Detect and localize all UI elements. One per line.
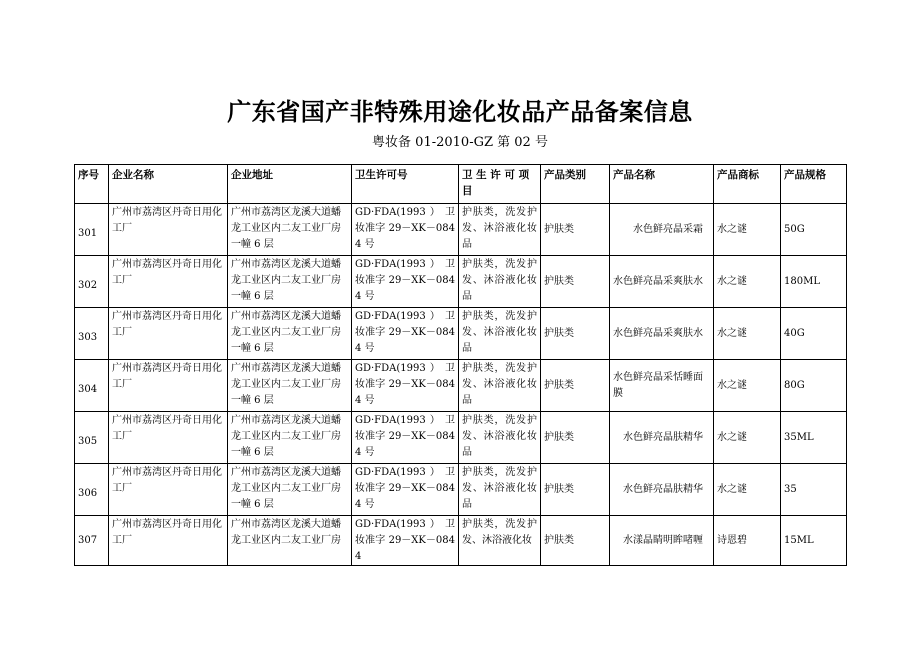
license-text: GD·FDA(1993 ） 卫 妆准字 29－XK－0844 号 — [355, 363, 455, 406]
header-scope: 卫 生 许 可 项 目 — [459, 165, 541, 204]
cell-company: 广州市荔湾区丹奇日用化工厂 — [109, 204, 228, 256]
cell-license — [352, 204, 459, 256]
cell-seq: 302 — [75, 256, 109, 308]
cell-seq: 307 — [75, 516, 109, 566]
product-name: 水色鲜亮晶采恬睡面膜 — [613, 371, 703, 399]
license-text: GD·FDA(1993 ） 卫 妆准字 29－XK－0844 号 — [355, 207, 455, 250]
license-text: GD·FDA(1993 ） 卫 妆准字 29－XK－0844 号 — [355, 311, 455, 354]
cell-address: 广州市荔湾区龙溪大道蟠龙工业区内二友工业厂房一幢 6 层 — [228, 204, 352, 256]
cell-scope: 护肤类，洗发护发、沐浴液化妆品 — [459, 412, 541, 464]
product-name: 水色鲜亮晶采爽肤水 — [613, 327, 703, 339]
cell-company: 广州市荔湾区丹奇日用化工厂 — [109, 412, 228, 464]
cell-brand: 水之谜 — [714, 204, 781, 256]
cell-license — [352, 464, 459, 516]
cell-brand: 水之谜 — [714, 256, 781, 308]
cell-spec: 180ML — [781, 256, 847, 308]
header-spec: 产品规格 — [781, 165, 847, 204]
product-name: 水色鲜亮晶采爽肤水 — [613, 275, 703, 287]
cell-product — [610, 360, 714, 412]
header-address: 企业地址 — [228, 165, 352, 204]
table-row — [75, 412, 847, 464]
cell-product — [610, 308, 714, 360]
cell-category: 护肤类 — [541, 360, 610, 412]
cell-category: 护肤类 — [541, 412, 610, 464]
document-title: 广东省国产非特殊用途化妆品产品备案信息 — [227, 98, 693, 126]
header-brand: 产品商标 — [714, 165, 781, 204]
license-text: GD·FDA(1993 ） 卫 妆准字 29－XK－0844 号 — [355, 467, 455, 510]
license-text: GD·FDA(1993 ） 卫 妆准字 29－XK－0844 — [355, 519, 455, 562]
cell-brand: 水之谜 — [714, 412, 781, 464]
record-table — [74, 164, 847, 566]
header-license: 卫生许可号 — [352, 165, 459, 204]
product-name: 水色鲜亮晶肤精华 — [623, 431, 703, 443]
cell-company: 广州市荔湾区丹奇日用化工厂 — [109, 464, 228, 516]
cell-spec: 35 — [781, 464, 847, 516]
cell-scope: 护肤类，洗发护发、沐浴液化妆品 — [459, 256, 541, 308]
cell-spec: 50G — [781, 204, 847, 256]
cell-company: 广州市荔湾区丹奇日用化工厂 — [109, 360, 228, 412]
license-text: GD·FDA(1993 ） 卫 妆准字 29－XK－0844 号 — [355, 415, 455, 458]
cell-spec: 15ML — [781, 516, 847, 566]
cell-license — [352, 516, 459, 566]
cell-address: 广州市荔湾区龙溪大道蟠龙工业区内二友工业厂房 — [228, 516, 352, 566]
header-product: 产品名称 — [610, 165, 714, 204]
cell-company: 广州市荔湾区丹奇日用化工厂 — [109, 516, 228, 566]
cell-scope: 护肤类，洗发护发、沐浴液化妆品 — [459, 204, 541, 256]
cell-category: 护肤类 — [541, 308, 610, 360]
cell-brand: 诗恩碧 — [714, 516, 781, 566]
table-row — [75, 204, 847, 256]
cell-spec: 40G — [781, 308, 847, 360]
cell-license — [352, 308, 459, 360]
cell-category: 护肤类 — [541, 464, 610, 516]
cell-address: 广州市荔湾区龙溪大道蟠龙工业区内二友工业厂房一幢 6 层 — [228, 256, 352, 308]
cell-address: 广州市荔湾区龙溪大道蟠龙工业区内二友工业厂房一幢 6 层 — [228, 412, 352, 464]
table-row — [75, 516, 847, 566]
cell-spec: 35ML — [781, 412, 847, 464]
cell-seq: 306 — [75, 464, 109, 516]
cell-scope: 护肤类，洗发护发、沐浴液化妆品 — [459, 464, 541, 516]
header-company: 企业名称 — [109, 165, 228, 204]
cell-spec: 80G — [781, 360, 847, 412]
cell-seq: 305 — [75, 412, 109, 464]
cell-category: 护肤类 — [541, 516, 610, 566]
cell-brand: 水之谜 — [714, 360, 781, 412]
cell-address: 广州市荔湾区龙溪大道蟠龙工业区内二友工业厂房一幢 6 层 — [228, 360, 352, 412]
cell-product — [610, 412, 714, 464]
table-row — [75, 360, 847, 412]
table-row — [75, 308, 847, 360]
cell-product — [610, 204, 714, 256]
cell-address: 广州市荔湾区龙溪大道蟠龙工业区内二友工业厂房一幢 6 层 — [228, 308, 352, 360]
product-name: 水色鲜亮晶肤精华 — [623, 483, 703, 495]
cell-company: 广州市荔湾区丹奇日用化工厂 — [109, 308, 228, 360]
cell-product — [610, 516, 714, 566]
cell-product — [610, 256, 714, 308]
cell-license — [352, 412, 459, 464]
cell-category: 护肤类 — [541, 256, 610, 308]
cell-scope: 护肤类，洗发护发、沐浴液化妆品 — [459, 360, 541, 412]
cell-brand: 水之谜 — [714, 464, 781, 516]
cell-scope: 护肤类，洗发护发、沐浴液化妆品 — [459, 308, 541, 360]
cell-seq: 301 — [75, 204, 109, 256]
header-category: 产品类别 — [541, 165, 610, 204]
cell-seq: 304 — [75, 360, 109, 412]
cell-license — [352, 256, 459, 308]
cell-category: 护肤类 — [541, 204, 610, 256]
cell-address: 广州市荔湾区龙溪大道蟠龙工业区内二友工业厂房一幢 6 层 — [228, 464, 352, 516]
table-header-row — [75, 165, 847, 204]
header-seq: 序号 — [75, 165, 109, 204]
document-subtitle: 粤妆备 01-2010-GZ 第 02 号 — [372, 135, 548, 150]
cell-scope: 护肤类，洗发护发、沐浴液化妆 — [459, 516, 541, 566]
cell-seq: 303 — [75, 308, 109, 360]
cell-license — [352, 360, 459, 412]
cell-brand: 水之谜 — [714, 308, 781, 360]
cell-product — [610, 464, 714, 516]
cell-company: 广州市荔湾区丹奇日用化工厂 — [109, 256, 228, 308]
product-name: 水色鲜亮晶采霜 — [633, 223, 703, 235]
product-name: 水漾晶睛明眸啫喱 — [623, 534, 703, 546]
table-row — [75, 256, 847, 308]
license-text: GD·FDA(1993 ） 卫 妆准字 29－XK－0844 号 — [355, 259, 455, 302]
table-row — [75, 464, 847, 516]
